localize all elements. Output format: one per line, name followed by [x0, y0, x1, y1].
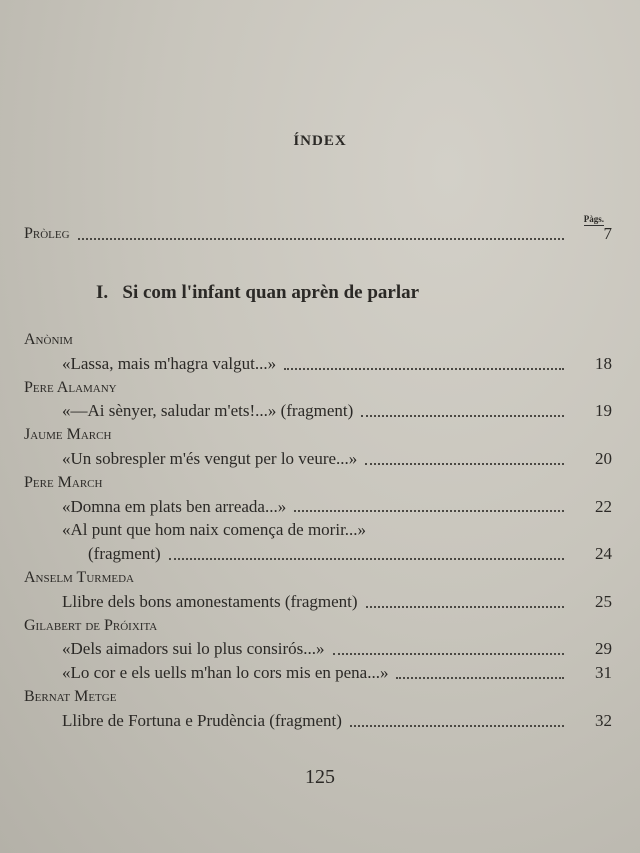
work-title: «Lassa, mais m'hagra valgut...» — [62, 353, 277, 373]
work-page: 22 — [595, 496, 612, 516]
work-title: Llibre dels bons amonestaments (fragment) — [62, 591, 358, 611]
section-number: I. — [96, 282, 109, 303]
work-page: 20 — [595, 448, 612, 468]
work-title: «Lo cor e els uells m'han lo cors mis en pena...» — [62, 663, 389, 683]
author-name: Anselm Turmeda — [24, 568, 134, 586]
page-title: ÍNDEX — [293, 133, 347, 149]
work-title: «Dels aimadors sui lo plus consirós...» — [62, 639, 325, 659]
work-page: 24 — [595, 544, 612, 564]
work-page: 18 — [595, 353, 612, 373]
prologue-label: Pròleg — [24, 225, 70, 242]
dot-leader — [361, 415, 564, 417]
section-heading — [96, 282, 616, 304]
work-page: 31 — [595, 663, 612, 683]
work-title: «Un sobrespler m'és vengut per lo veure...» — [62, 448, 358, 468]
section-title: Si com l'infant quan aprèn de parlar — [122, 282, 420, 303]
table-of-contents — [24, 328, 612, 733]
dot-leader — [396, 677, 564, 679]
prologue-page: 7 — [603, 224, 612, 243]
author-name: Pere Alamany — [24, 378, 117, 396]
work-page: 25 — [595, 591, 612, 611]
dot-leader — [365, 463, 564, 465]
pages-column-label: Pàgs. — [583, 214, 604, 224]
author-name: Jaume March — [24, 426, 112, 444]
dot-leader — [169, 558, 564, 560]
page-number: 125 — [305, 766, 335, 788]
prologue-row — [24, 222, 612, 246]
dot-leader — [333, 653, 564, 655]
work-title: «—Ai sènyer, saludar m'ets!...» (fragment) — [62, 401, 354, 421]
dot-leader — [350, 725, 564, 727]
author-name: Anònim — [24, 331, 73, 348]
work-title: «Domna em plats ben arreada...» — [62, 496, 287, 516]
dot-leader — [366, 606, 564, 608]
author-name: Bernat Metge — [24, 687, 117, 705]
author-name: Pere March — [24, 473, 103, 491]
work-page: 32 — [595, 710, 612, 730]
author-name: Gilabert de Próixita — [24, 616, 158, 634]
dot-leader — [78, 238, 564, 240]
work-page: 19 — [595, 401, 612, 421]
work-title: «Al punt que hom naix comença de morir...» — [62, 520, 367, 540]
dot-leader — [294, 510, 564, 512]
work-title-continuation: (fragment) — [88, 544, 161, 564]
work-page: 29 — [595, 639, 612, 659]
dot-leader — [284, 368, 564, 370]
work-title: Llibre de Fortuna e Prudència (fragment) — [62, 710, 342, 730]
